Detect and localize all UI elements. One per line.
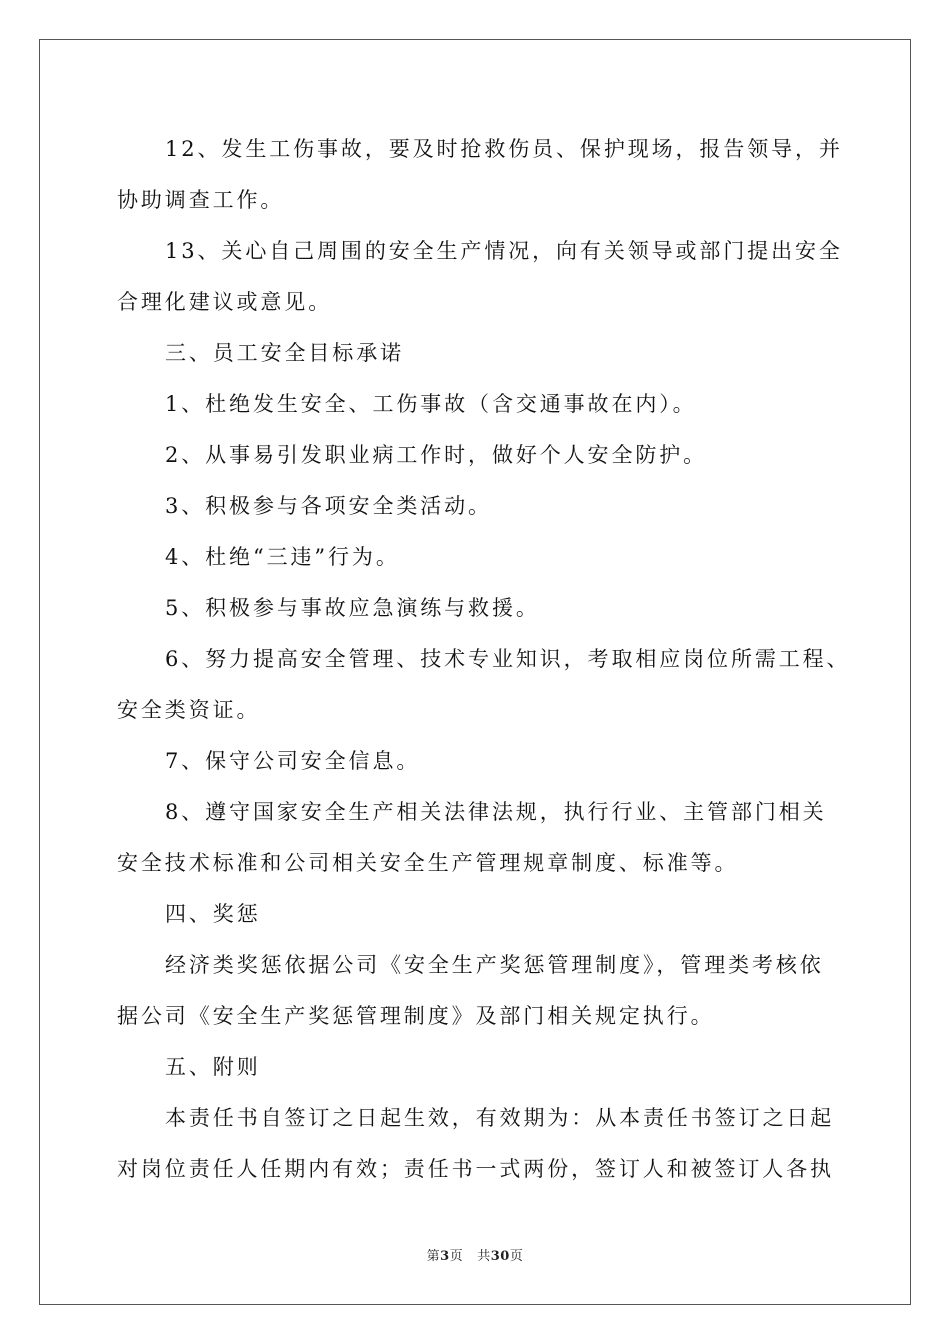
total-pages: 30 <box>490 1249 510 1264</box>
page-prefix: 第 <box>426 1249 441 1264</box>
text-line: 13、关心自己周围的安全生产情况，向有关领导或部门提出安全 <box>165 239 843 263</box>
text-line: 本责任书自签订之日起生效，有效期为：从本责任书签订之日起 <box>165 1106 835 1130</box>
page-number: 3 <box>440 1249 450 1264</box>
text-line: 3、积极参与各项安全类活动。 <box>165 494 492 518</box>
text-line: 对岗位责任人任期内有效；责任书一式两份，签订人和被签订人各执 <box>117 1157 834 1181</box>
text-line: 7、保守公司安全信息。 <box>165 749 421 773</box>
text-line: 4、杜绝“三违”行为。 <box>165 545 400 569</box>
section-heading: 五、附则 <box>165 1055 261 1079</box>
page-footer <box>0 1245 950 1264</box>
document-body <box>117 124 851 1195</box>
text-line: 合理化建议或意见。 <box>117 290 333 314</box>
page-suffix: 页 <box>449 1249 464 1264</box>
text-line: 协助调查工作。 <box>117 188 285 212</box>
text-line: 6、努力提高安全管理、技术专业知识，考取相应岗位所需工程、 <box>165 647 851 671</box>
text-line: 安全类资证。 <box>117 698 261 722</box>
section-heading: 四、奖惩 <box>165 902 261 926</box>
text-line: 1、杜绝发生安全、工伤事故（含交通事故在内）。 <box>165 392 697 416</box>
section-heading: 三、员工安全目标承诺 <box>165 341 404 365</box>
text-line: 据公司《安全生产奖惩管理制度》及部门相关规定执行。 <box>117 1004 715 1028</box>
text-line: 12、发生工伤事故，要及时抢救伤员、保护现场，报告领导，并 <box>165 137 843 161</box>
total-suffix: 页 <box>509 1249 524 1264</box>
text-line: 安全技术标准和公司相关安全生产管理规章制度、标准等。 <box>117 851 739 875</box>
total-prefix: 共 <box>477 1249 491 1264</box>
text-line: 2、从事易引发职业病工作时，做好个人安全防护。 <box>165 443 708 467</box>
text-line: 经济类奖惩依据公司《安全生产奖惩管理制度》，管理类考核依 <box>165 953 824 977</box>
text-line: 8、遵守国家安全生产相关法律法规，执行行业、主管部门相关 <box>165 800 827 824</box>
text-line: 5、积极参与事故应急演练与救援。 <box>165 596 540 620</box>
